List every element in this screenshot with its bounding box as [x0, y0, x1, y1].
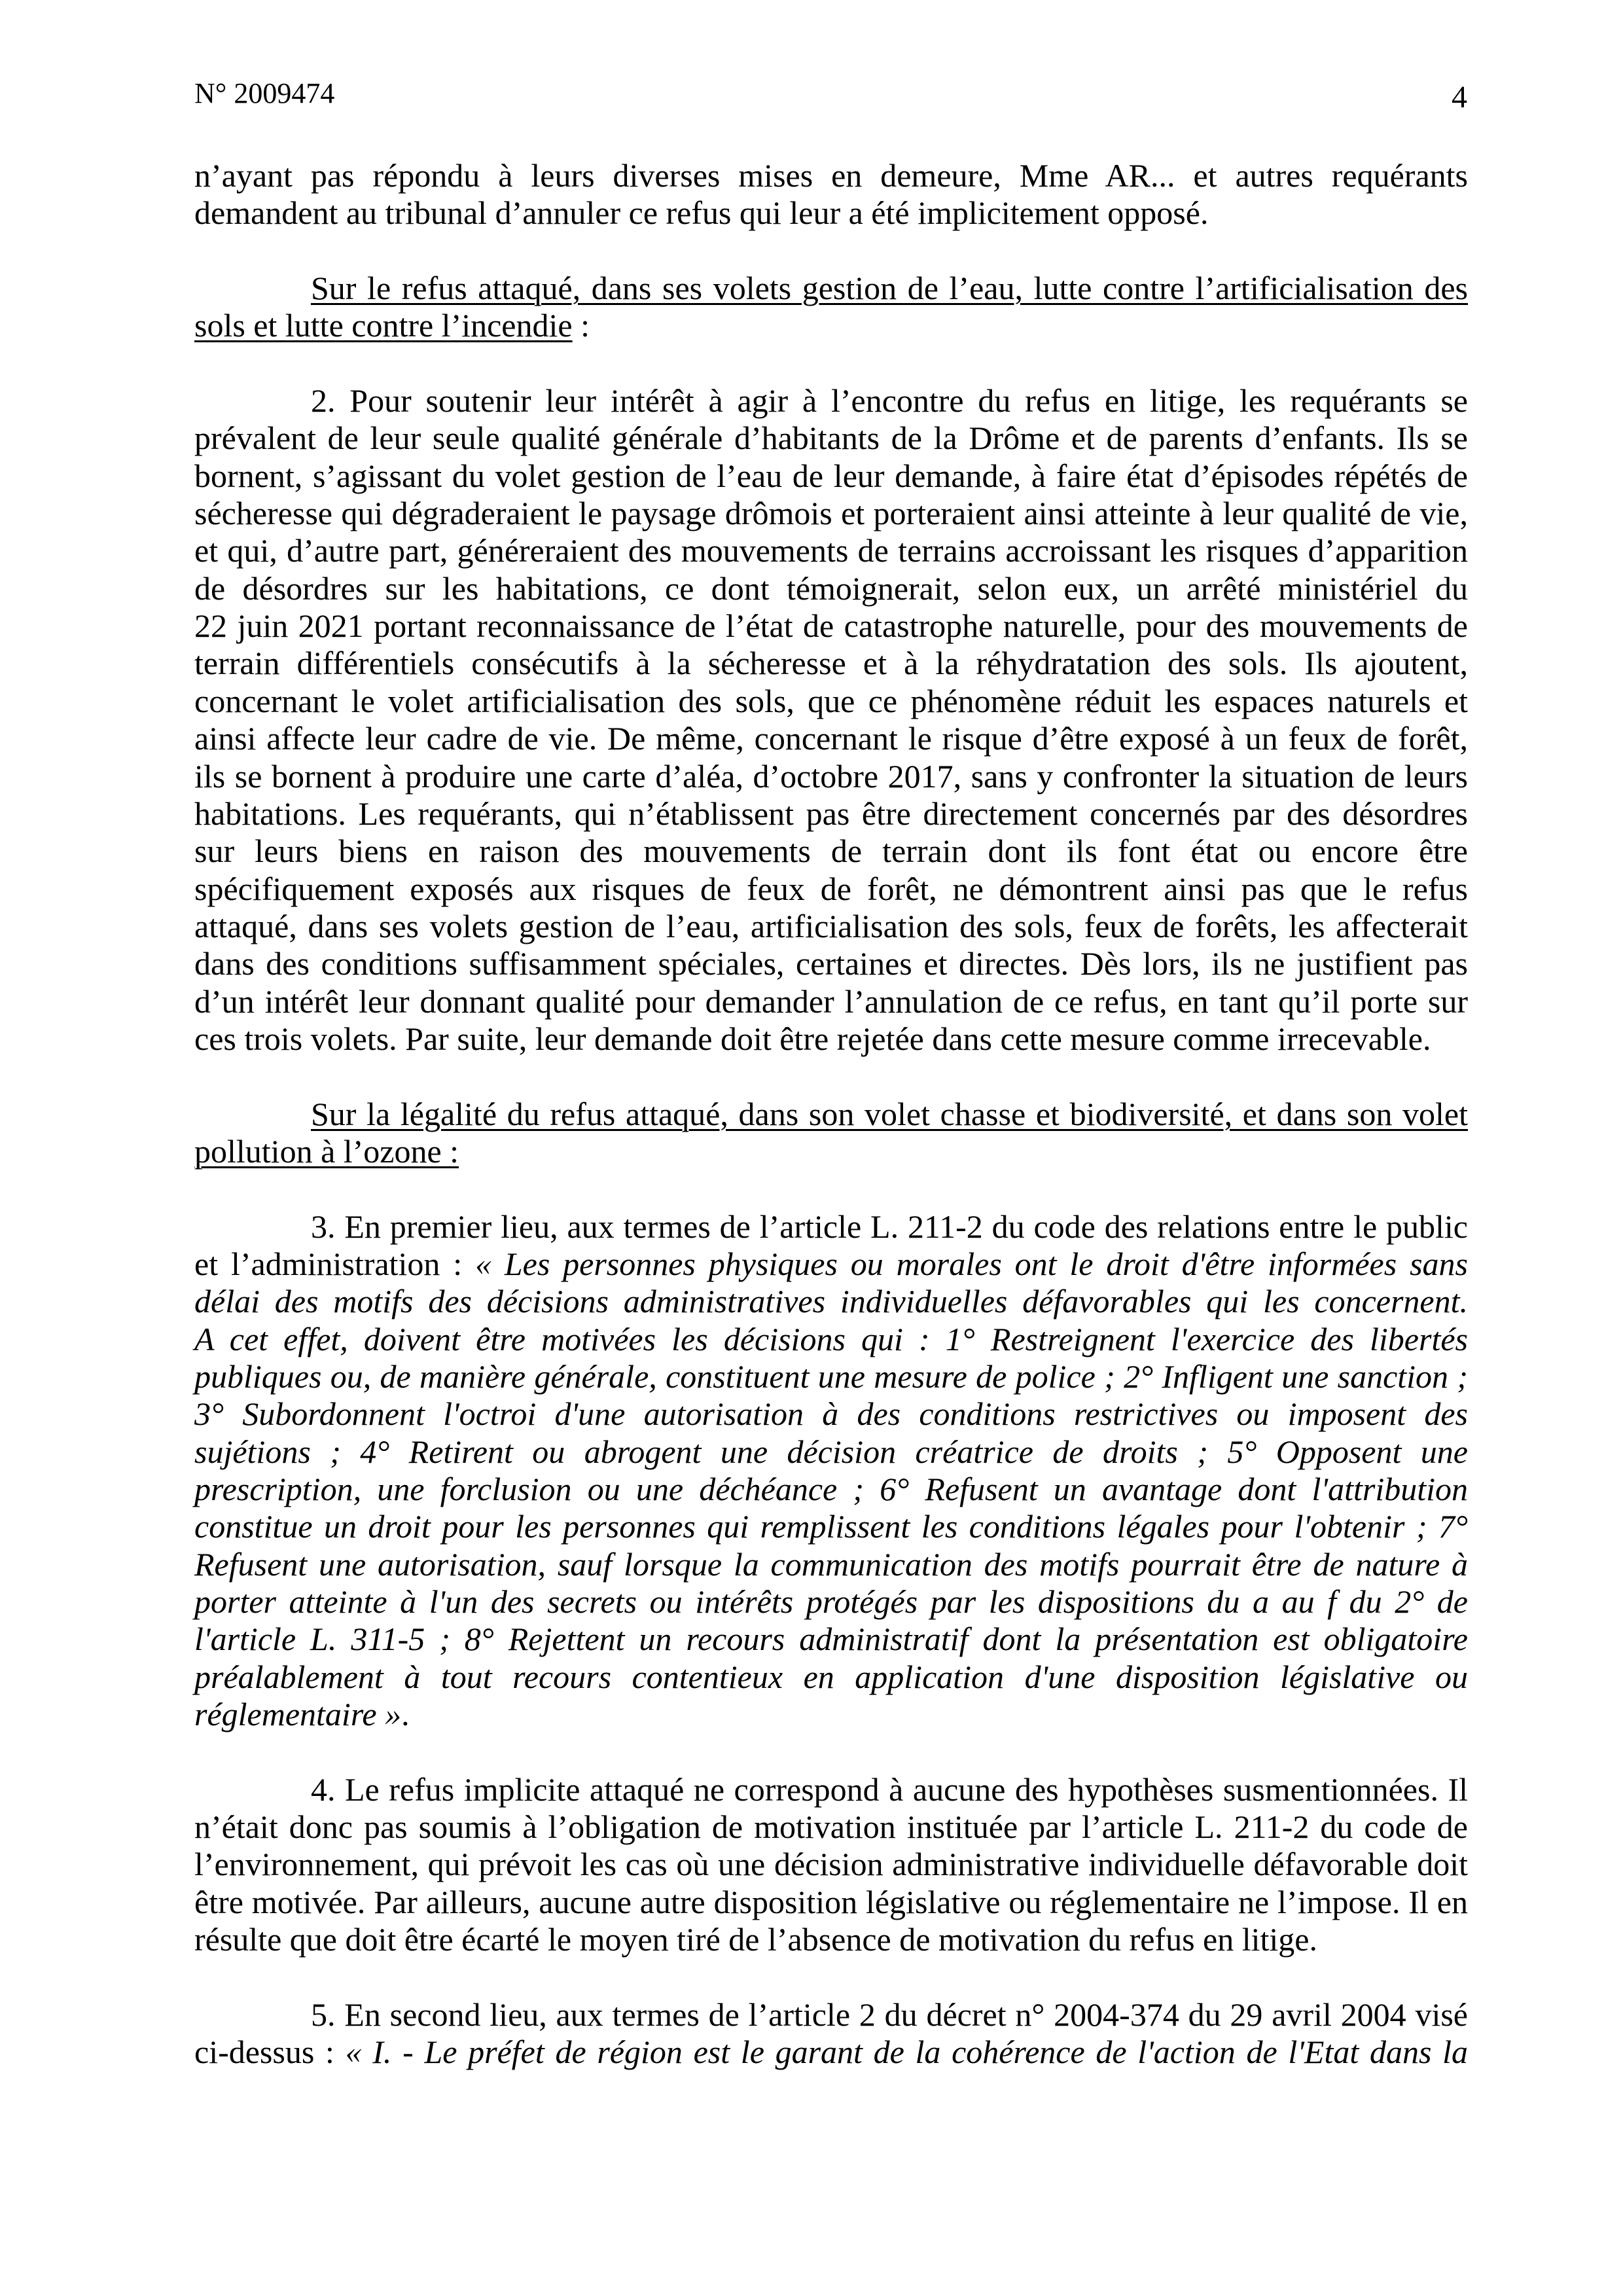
line-text [194, 2034, 1468, 2071]
quoted-text: délai des motifs des décisions administratives individuelles défavorables qui les concernent. [194, 1283, 1468, 1320]
text-run: d’un intérêt leur donnant qualité pour demander l’annulation de ce refus, en tant qu’il porte sur [194, 982, 1468, 1020]
line-text [194, 532, 1468, 569]
paragraph-4 [194, 1771, 1468, 1959]
line-text [194, 1020, 1468, 1058]
text-run: dans des conditions suffisamment spéciales, certaines et directes. Dès lors, ils ne justifient pas [194, 945, 1468, 982]
text-run: attaqué, dans ses volets gestion de l’eau, artificialisation des sols, feux de forêts, les affecterait [194, 907, 1468, 944]
spacer [194, 345, 1468, 382]
document-body [194, 157, 1468, 2072]
text-run: de désordres sur les habitations, ce dont témoignerait, selon eux, un arrêté ministériel du [194, 569, 1468, 607]
quoted-text: Refusent une autorisation, sauf lorsque la communication des motifs pourrait être de nature à [194, 1545, 1468, 1583]
line-text [194, 983, 1468, 1020]
text-run: concernant le volet artificialisation des sols, que ce phénomène réduit les espaces naturels et [194, 682, 1468, 719]
paragraph-2 [194, 382, 1468, 1058]
text-run: . [401, 1696, 410, 1733]
line-text [194, 1133, 1468, 1170]
line-text [194, 1395, 1468, 1433]
text-line [194, 1358, 1468, 1395]
line-text [194, 1846, 1468, 1883]
line-text [194, 1583, 1468, 1621]
quoted-text: « I. - Le préfet de région est le garant de la cohérence de l'action de l'Etat dans la [345, 2034, 1468, 2071]
spacer [194, 1733, 1468, 1770]
line-text [194, 1508, 1468, 1545]
text-run: bornent, s’agissant du volet gestion de l’eau de leur demande, à faire état d’épisodes répétés de [194, 457, 1468, 494]
text-line [194, 1395, 1468, 1433]
text-line [194, 1246, 1468, 1283]
line-text [194, 645, 1468, 682]
heading-line [194, 1096, 1468, 1133]
quoted-text: sujétions ; 4° Retirent ou abrogent une décision créatrice de droits ; 5° Opposent une [194, 1433, 1468, 1470]
line-text [194, 457, 1468, 495]
text-line [194, 457, 1468, 495]
case-number: N° 2009474 [194, 77, 335, 109]
text-line [194, 570, 1468, 607]
text-line [194, 908, 1468, 945]
line-text [194, 720, 1468, 757]
line-text [194, 420, 1468, 457]
text-line [194, 720, 1468, 757]
text-line [194, 1208, 1468, 1246]
text-run: n’ayant pas répondu à leurs diverses mises en demeure, Mme AR... et autres requérants [194, 157, 1468, 194]
text-line [194, 1808, 1468, 1846]
text-run: 22 juin 2021 portant reconnaissance de l’état de catastrophe naturelle, pour des mouvements de [194, 607, 1468, 645]
line-text [311, 1096, 1468, 1133]
line-text [194, 194, 1468, 232]
heading-line [194, 307, 1468, 344]
text-line [194, 194, 1468, 232]
line-text [311, 270, 1468, 307]
text-line [194, 983, 1468, 1020]
text-run: ainsi affecte leur cadre de vie. De même, concernant le risque d’être exposé à un feux de forêt, [194, 720, 1468, 757]
paragraph-5 [194, 1996, 1468, 2072]
underlined-text: Sur le refus attaqué, dans ses volets gestion de l’eau, lutte contre l’artificialisation des [311, 270, 1468, 307]
quoted-text: l'article L. 311-5 ; 8° Rejettent un recours administratif dont la présentation est obligatoire [194, 1621, 1468, 1658]
text-line [194, 1771, 1468, 1808]
quoted-text: préalablement à tout recours contentieux en application d'une disposition législative ou [194, 1658, 1468, 1695]
text-line [194, 1621, 1468, 1658]
text-run: terrain différentiels consécutifs à la sécheresse et à la réhydratation des sols. Ils ajoutent, [194, 645, 1468, 682]
text-line [194, 758, 1468, 795]
quoted-text: prescription, une forclusion ou une déchéance ; 6° Refusent un avantage dont l'attribution [194, 1471, 1468, 1508]
line-text [311, 382, 1468, 420]
text-run: ces trois volets. Par suite, leur demande doit être rejetée dans cette mesure comme irrecevable. [194, 1020, 1431, 1057]
text-line [194, 1546, 1468, 1583]
line-text [194, 1659, 1468, 1696]
spacer [194, 1959, 1468, 1996]
text-run: 5. En second lieu, aux termes de l’article 2 du décret n° 2004-374 du 29 avril 2004 visé [311, 1996, 1468, 2033]
text-run: demandent au tribunal d’annuler ce refus qui leur a été implicitement opposé. [194, 194, 1209, 232]
text-line [194, 645, 1468, 682]
line-text [311, 1996, 1468, 2034]
underlined-text: Sur la légalité du refus attaqué, dans son volet chasse et biodiversité, et dans son volet [311, 1095, 1468, 1132]
quoted-text: « Les personnes physiques ou morales ont le droit d'être informées sans [474, 1245, 1468, 1282]
text-line [194, 607, 1468, 645]
line-text [194, 1321, 1468, 1358]
text-run: être motivée. Par ailleurs, aucune autre disposition législative ou réglementaire ne l’impose. Il en [194, 1883, 1468, 1920]
quoted-text: porter atteinte à l'un des secrets ou intérêts protégés par les dispositions du a au f du 2° de [194, 1583, 1468, 1621]
line-text [194, 495, 1468, 532]
text-line [194, 1884, 1468, 1921]
line-text [194, 1471, 1468, 1508]
section-heading-water-soil-fire [194, 270, 1468, 345]
text-line [194, 420, 1468, 457]
text-line [194, 1921, 1468, 1958]
text-run: ils se bornent à produire une carte d’aléa, d’octobre 2017, sans y confronter la situation de leurs [194, 757, 1468, 795]
text-line [194, 157, 1468, 194]
line-text [194, 157, 1468, 194]
text-line [194, 1321, 1468, 1358]
line-text [194, 1696, 1468, 1733]
text-run: sur leurs biens en raison des mouvements de terrain dont ils font état ou encore être [194, 833, 1468, 870]
text-run: 2. Pour soutenir leur intérêt à agir à l’encontre du refus en litige, les requérants se [311, 382, 1468, 420]
text-line [194, 870, 1468, 908]
text-line [194, 1508, 1468, 1545]
line-text [311, 1771, 1468, 1808]
quoted-text: publiques ou, de manière générale, constituent une mesure de police ; 2° Infligent une sanction ; [194, 1358, 1468, 1395]
line-text [194, 1621, 1468, 1658]
text-run: l’environnement, qui prévoit les cas où une décision administrative individuelle défavorable doit [194, 1846, 1468, 1883]
text-line [194, 1433, 1468, 1471]
line-text [311, 1208, 1468, 1246]
text-line [194, 382, 1468, 420]
text-line [194, 1996, 1468, 2034]
spacer [194, 232, 1468, 270]
quoted-text: A cet effet, doivent être motivées les décisions qui : 1° Restreignent l'exercice des libertés [194, 1320, 1468, 1357]
text-run: 4. Le refus implicite attaqué ne correspond à aucune des hypothèses susmentionnées. Il [311, 1770, 1468, 1808]
text-run: et l’administration : [194, 1245, 475, 1282]
page-number: 4 [1452, 80, 1467, 115]
text-line [194, 833, 1468, 870]
text-line [194, 1471, 1468, 1508]
text-line [194, 495, 1468, 532]
line-text [194, 870, 1468, 908]
paragraph-continuation [194, 157, 1468, 232]
line-text [194, 307, 1468, 344]
text-line [194, 1583, 1468, 1621]
heading-line [194, 270, 1468, 307]
underlined-text: pollution à l’ozone : [194, 1132, 459, 1170]
line-text [194, 607, 1468, 645]
text-line [194, 2034, 1468, 2071]
line-text [194, 1546, 1468, 1583]
line-text [194, 1433, 1468, 1471]
spacer [194, 1170, 1468, 1208]
text-run: ci-dessus : [194, 2034, 346, 2071]
line-text [194, 570, 1468, 607]
text-run: prévalent de leur seule qualité générale d’habitants de la Drôme et de parents d’enfants. Ils se [194, 420, 1468, 457]
underlined-text: sols et lutte contre l’incendie [194, 307, 573, 344]
text-line [194, 1846, 1468, 1883]
text-line [194, 795, 1468, 833]
line-text [194, 1246, 1468, 1283]
line-text [194, 1808, 1468, 1846]
text-run: et qui, d’autre part, généreraient des mouvements de terrains accroissant les risques d’apparition [194, 532, 1468, 569]
text-line [194, 1659, 1468, 1696]
line-text [194, 1921, 1468, 1958]
text-run: sécheresse qui dégraderaient le paysage drômois et porteraient ainsi atteinte à leur qualité de vie, [194, 495, 1468, 532]
text-line [194, 1283, 1468, 1320]
line-text [194, 795, 1468, 833]
text-line [194, 1696, 1468, 1733]
line-text [194, 1358, 1468, 1395]
line-text [194, 1283, 1468, 1320]
line-text [194, 758, 1468, 795]
text-run: n’était donc pas soumis à l’obligation de motivation instituée par l’article L. 211-2 du code de [194, 1808, 1468, 1846]
text-line [194, 532, 1468, 569]
text-run: spécifiquement exposés aux risques de feux de forêt, ne démontrent ainsi pas que le refus [194, 870, 1468, 907]
line-text [194, 683, 1468, 720]
line-text [194, 908, 1468, 945]
heading-line [194, 1133, 1468, 1170]
text-run: : [572, 307, 590, 344]
quoted-text: 3° Subordonnent l'octroi d'une autorisation à des conditions restrictives ou imposent des [194, 1395, 1468, 1433]
line-text [194, 1884, 1468, 1921]
text-run: résulte que doit être écarté le moyen tiré de l’absence de motivation du refus en litige. [194, 1921, 1317, 1958]
spacer [194, 1058, 1468, 1095]
line-text [194, 945, 1468, 982]
quoted-text: réglementaire » [194, 1696, 402, 1733]
text-line [194, 1020, 1468, 1058]
quoted-text: constitue un droit pour les personnes qui remplissent les conditions légales pour l'obtenir ; 7° [194, 1508, 1468, 1545]
paragraph-3 [194, 1208, 1468, 1734]
text-line [194, 945, 1468, 982]
line-text [194, 833, 1468, 870]
section-heading-hunting-ozone [194, 1096, 1468, 1171]
text-line [194, 683, 1468, 720]
text-run: habitations. Les requérants, qui n’établissent pas être directement concernés par des désordres [194, 795, 1468, 832]
text-run: 3. En premier lieu, aux termes de l’article L. 211-2 du code des relations entre le public [311, 1208, 1468, 1245]
